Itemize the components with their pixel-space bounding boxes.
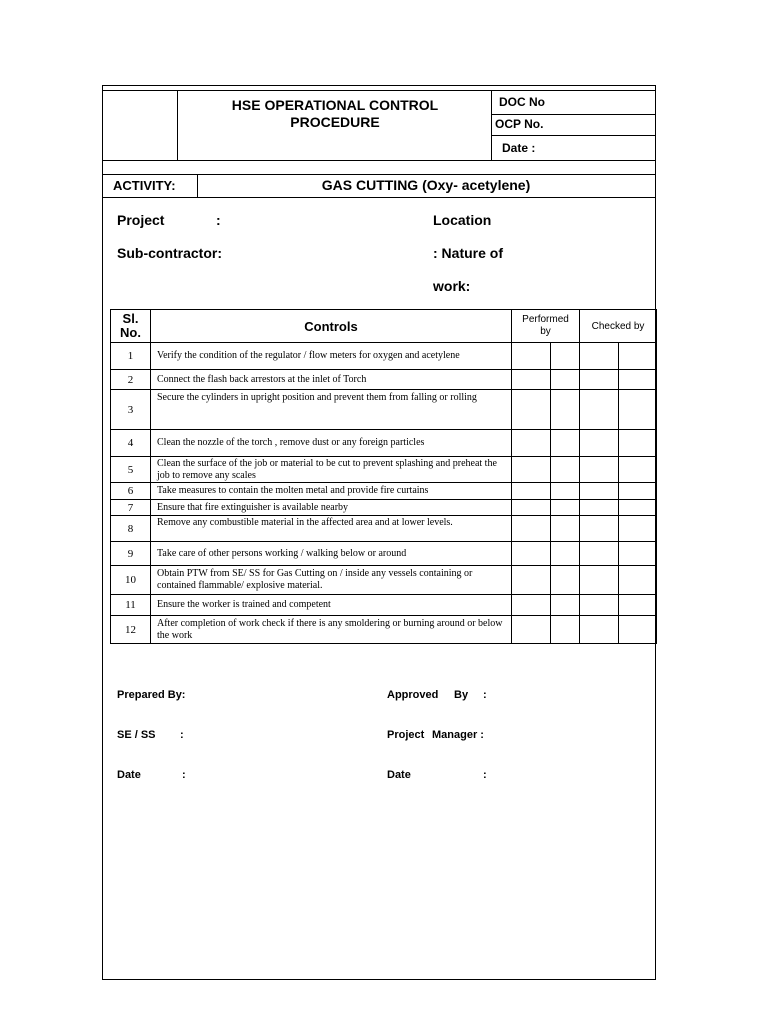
table-header-row xyxy=(111,310,657,343)
checked-by-cell-2[interactable] xyxy=(619,430,657,457)
row-number: 7 xyxy=(111,500,151,516)
checked-by-cell-2[interactable] xyxy=(619,370,657,390)
performed-by-cell-1[interactable] xyxy=(512,616,551,644)
table-row xyxy=(111,616,657,644)
checked-by-cell-1[interactable] xyxy=(580,390,619,430)
approved-by-colon: : xyxy=(483,689,487,701)
row-number: 8 xyxy=(111,516,151,542)
row-control-text: Clean the surface of the job or material to be cut to prevent splashing and preheat the job to remove any scales xyxy=(151,457,512,483)
row-control-text: Take measures to contain the molten metal and provide fire curtains xyxy=(151,483,512,500)
checked-by-cell-2[interactable] xyxy=(619,390,657,430)
performed-by-cell-2[interactable] xyxy=(551,595,580,616)
project-manager-label: Project xyxy=(387,729,425,741)
row-control-text: Ensure that fire extinguisher is available nearby xyxy=(151,500,512,516)
performed-by-cell-1[interactable] xyxy=(512,566,551,595)
approved-date-colon: : xyxy=(483,769,487,781)
performed-by-cell-2[interactable] xyxy=(551,500,580,516)
performed-by-cell-2[interactable] xyxy=(551,566,580,595)
row-number: 11 xyxy=(111,595,151,616)
frame-top-line-2 xyxy=(102,90,656,91)
performed-by-cell-1[interactable] xyxy=(512,483,551,500)
performed-by-cell-1[interactable] xyxy=(512,500,551,516)
performed-by-cell-2[interactable] xyxy=(551,483,580,500)
se-ss-label: SE / SS xyxy=(117,729,156,741)
row-control-text: Obtain PTW from SE/ SS for Gas Cutting on / inside any vessels containing or contained flammable/ explosive material. xyxy=(151,566,512,595)
checked-by-cell-2[interactable] xyxy=(619,343,657,370)
location-label: Location xyxy=(433,212,492,228)
checked-by-cell-1[interactable] xyxy=(580,566,619,595)
performed-by-cell-2[interactable] xyxy=(551,370,580,390)
table-row xyxy=(111,457,657,483)
table-row xyxy=(111,430,657,457)
performed-by-cell-2[interactable] xyxy=(551,542,580,566)
checked-by-cell-1[interactable] xyxy=(580,457,619,483)
checked-by-cell-1[interactable] xyxy=(580,516,619,542)
col-controls-text: Controls xyxy=(304,318,358,334)
checked-by-cell-1[interactable] xyxy=(580,542,619,566)
approved-by-label-2: By xyxy=(454,689,469,701)
checked-by-cell-1[interactable] xyxy=(580,370,619,390)
table-row xyxy=(111,390,657,430)
row-control-text: Verify the condition of the regulator / flow meters for oxygen and acetylene xyxy=(151,343,512,370)
checked-by-cell-1[interactable] xyxy=(580,483,619,500)
row-number: 12 xyxy=(111,616,151,644)
activity-divider xyxy=(197,174,198,197)
table-row xyxy=(111,516,657,542)
performed-by-cell-2[interactable] xyxy=(551,430,580,457)
checked-by-cell-1[interactable] xyxy=(580,500,619,516)
activity-value: GAS CUTTING (Oxy- acetylene) xyxy=(321,177,531,193)
activity-bottom-line xyxy=(102,197,656,198)
performed-by-cell-1[interactable] xyxy=(512,595,551,616)
controls-table xyxy=(110,309,657,644)
performed-by-cell-2[interactable] xyxy=(551,616,580,644)
row-number: 6 xyxy=(111,483,151,500)
row-number: 3 xyxy=(111,390,151,430)
approved-by-label: Approved xyxy=(387,689,439,701)
performed-by-cell-2[interactable] xyxy=(551,457,580,483)
table-row xyxy=(111,595,657,616)
header-row-divider-1 xyxy=(491,114,655,115)
header-bottom-line xyxy=(102,160,656,161)
row-number: 1 xyxy=(111,343,151,370)
frame-bottom-line xyxy=(102,979,656,980)
checked-by-cell-1[interactable] xyxy=(580,595,619,616)
col-performed-by-header xyxy=(512,310,580,343)
row-number: 5 xyxy=(111,457,151,483)
performed-by-cell-1[interactable] xyxy=(512,343,551,370)
performed-by-cell-1[interactable] xyxy=(512,390,551,430)
project-colon: : xyxy=(216,212,221,228)
table-row xyxy=(111,542,657,566)
checked-by-cell-2[interactable] xyxy=(619,457,657,483)
row-control-text: Secure the cylinders in upright position and prevent them from falling or rolling xyxy=(151,390,512,430)
performed-by-cell-1[interactable] xyxy=(512,542,551,566)
row-number: 10 xyxy=(111,566,151,595)
frame-left-line xyxy=(102,85,103,980)
row-control-text: Clean the nozzle of the torch , remove dust or any foreign particles xyxy=(151,430,512,457)
performed-by-cell-1[interactable] xyxy=(512,430,551,457)
col-controls-header xyxy=(151,310,512,343)
table-row xyxy=(111,483,657,500)
page-title: HSE OPERATIONAL CONTROL PROCEDURE xyxy=(231,97,439,130)
nature-of-work-label-line1: : Nature of xyxy=(433,245,503,261)
table-row xyxy=(111,370,657,390)
header-row-divider-2 xyxy=(491,135,655,136)
row-number: 2 xyxy=(111,370,151,390)
checked-by-cell-2[interactable] xyxy=(619,566,657,595)
checked-by-cell-2[interactable] xyxy=(619,516,657,542)
ocp-no-label: OCP No. xyxy=(495,117,544,131)
checked-by-cell-1[interactable] xyxy=(580,343,619,370)
prepared-date-colon: : xyxy=(182,769,186,781)
row-control-text: Remove any combustible material in the affected area and at lower levels. xyxy=(151,516,512,542)
activity-label: ACTIVITY: xyxy=(113,178,176,193)
col-sl-no-header xyxy=(111,310,151,343)
row-number: 9 xyxy=(111,542,151,566)
col-performed-by-text: Performed by xyxy=(522,314,569,337)
subcontractor-label: Sub-contractor: xyxy=(117,245,222,261)
row-control-text: After completion of work check if there is any smoldering or burning around or below the work xyxy=(151,616,512,644)
performed-by-cell-1[interactable] xyxy=(512,370,551,390)
row-number: 4 xyxy=(111,430,151,457)
se-ss-colon: : xyxy=(180,729,184,741)
checked-by-cell-2[interactable] xyxy=(619,595,657,616)
table-row xyxy=(111,343,657,370)
performed-by-cell-2[interactable] xyxy=(551,343,580,370)
performed-by-cell-2[interactable] xyxy=(551,516,580,542)
checked-by-cell-2[interactable] xyxy=(619,483,657,500)
performed-by-cell-2[interactable] xyxy=(551,390,580,430)
performed-by-cell-1[interactable] xyxy=(512,516,551,542)
checked-by-cell-2[interactable] xyxy=(619,542,657,566)
project-manager-label-2: Manager : xyxy=(432,729,484,741)
col-sl-no-text: Sl. No. xyxy=(120,311,141,340)
nature-of-work-label-line2: work: xyxy=(433,278,471,294)
prepared-by-label: Prepared By: xyxy=(117,689,186,701)
row-control-text: Take care of other persons working / walking below or around xyxy=(151,542,512,566)
checked-by-cell-2[interactable] xyxy=(619,616,657,644)
approved-date-label: Date xyxy=(387,769,411,781)
activity-top-line xyxy=(102,174,656,175)
col-checked-by-header xyxy=(580,310,657,343)
project-label: Project xyxy=(117,212,165,228)
prepared-date-label: Date xyxy=(117,769,141,781)
table-row xyxy=(111,500,657,516)
checked-by-cell-2[interactable] xyxy=(619,500,657,516)
frame-top-line xyxy=(102,85,656,86)
row-control-text: Connect the flash back arrestors at the inlet of Torch xyxy=(151,370,512,390)
checked-by-cell-1[interactable] xyxy=(580,430,619,457)
doc-no-label: DOC No xyxy=(499,95,545,109)
checked-by-cell-1[interactable] xyxy=(580,616,619,644)
table-row xyxy=(111,566,657,595)
header-left-divider xyxy=(177,90,178,160)
row-control-text: Ensure the worker is trained and competent xyxy=(151,595,512,616)
col-checked-by-text: Checked by xyxy=(591,320,645,332)
header-right-divider xyxy=(491,90,492,160)
performed-by-cell-1[interactable] xyxy=(512,457,551,483)
date-label: Date : xyxy=(502,141,536,155)
